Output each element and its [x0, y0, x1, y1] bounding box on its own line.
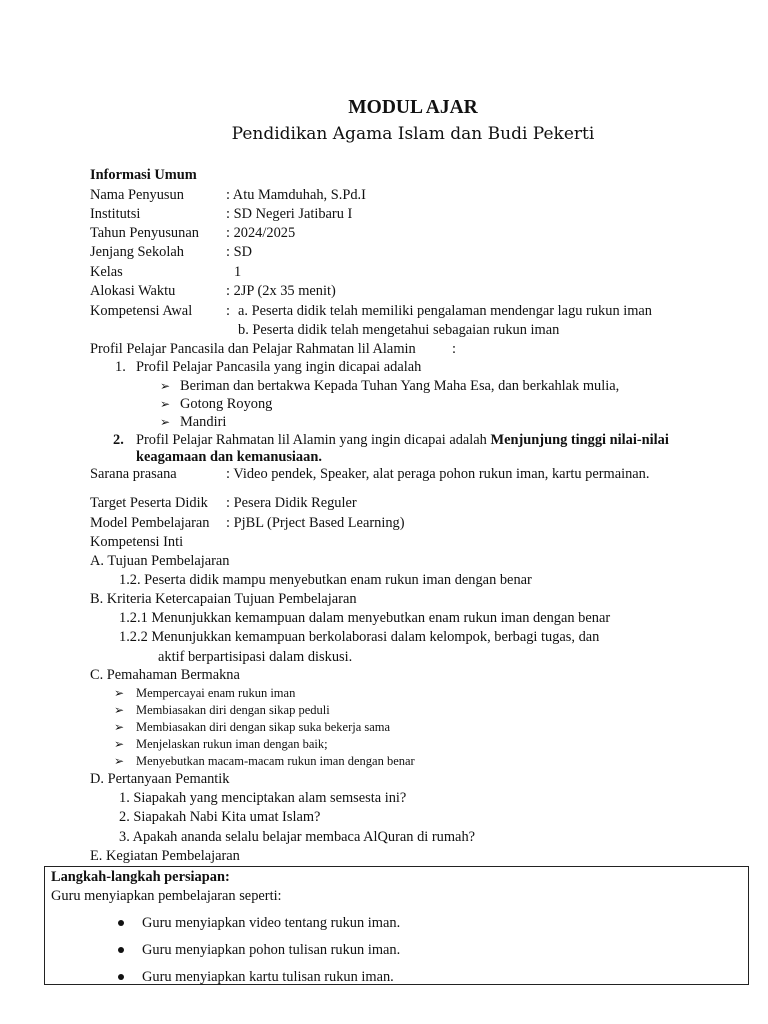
model-value: : PjBL (Prject Based Learning) [226, 515, 405, 531]
section-e-heading: E. Kegiatan Pembelajaran [90, 848, 240, 864]
document-subtitle: Pendidikan Agama Islam dan Budi Pekerti [231, 124, 595, 144]
section-a-heading: A. Tujuan Pembelajaran [90, 553, 230, 569]
profil-item-2-bold-cont: keagamaan dan kemanusiaan. [136, 449, 322, 465]
preparation-intro: Guru menyiapkan pembelajaran seperti: [51, 888, 282, 904]
section-d-heading: D. Pertanyaan Pemantik [90, 771, 230, 787]
info-label: Institutsi [90, 206, 141, 222]
kompetensi-awal-a: a. Peserta didik telah memiliki pengalaman mendengar lagu rukun iman [238, 303, 653, 319]
bullet-icon [118, 974, 124, 980]
arrow-bullet-icon: ➢ [114, 737, 125, 751]
kompetensi-inti-heading: Kompetensi Inti [90, 534, 184, 550]
section-c-item: Membiasakan diri dengan sikap suka bekerja sama [136, 720, 391, 734]
profil-sub-item: Gotong Royong [180, 396, 273, 412]
info-value: : 2024/2025 [226, 225, 296, 241]
info-label: Tahun Penyusunan [90, 225, 199, 241]
info-value: 1 [234, 264, 242, 280]
arrow-bullet-icon: ➢ [160, 379, 171, 393]
info-value: : SD [226, 244, 252, 260]
profil-item-2-bold: Menjunjung tinggi nilai-nilai [490, 432, 669, 448]
profil-item-2-text: Profil Pelajar Rahmatan lil Alamin yang ingin dicapai adalah [136, 432, 487, 448]
document-title: MODUL AJAR [348, 97, 478, 118]
sarana-value: : Video pendek, Speaker, alat peraga pohon rukun iman, kartu permainan. [226, 466, 650, 482]
section-c-item: Mempercayai enam rukun iman [136, 686, 296, 700]
kompetensi-awal-b: b. Peserta didik telah mengetahui sebagaian rukun iman [238, 322, 560, 338]
profil-heading: Profil Pelajar Pancasila dan Pelajar Rahmatan lil Alamin [90, 341, 416, 357]
profil-item-number: 1. [115, 359, 126, 375]
section-c-heading: C. Pemahaman Bermakna [90, 667, 240, 683]
info-label: Jenjang Sekolah [90, 244, 184, 260]
target-label: Target Peserta Didik [90, 495, 208, 511]
section-d-item: 2. Siapakah Nabi Kita umat Islam? [119, 809, 321, 825]
section-c-item: Membiasakan diri dengan sikap peduli [136, 703, 330, 717]
model-label: Model Pembelajaran [90, 515, 210, 531]
target-value: : Pesera Didik Reguler [226, 495, 357, 511]
profil-item-1: Profil Pelajar Pancasila yang ingin dicapai adalah [136, 359, 422, 375]
profil-sub-item: Mandiri [180, 414, 227, 430]
arrow-bullet-icon: ➢ [160, 397, 171, 411]
info-label: Kelas [90, 264, 123, 280]
section-c-item: Menjelaskan rukun iman dengan baik; [136, 737, 328, 751]
section-d-item: 3. Apakah ananda selalu belajar membaca AlQuran di rumah? [119, 829, 476, 845]
arrow-bullet-icon: ➢ [114, 720, 125, 734]
kompetensi-awal-label: Kompetensi Awal [90, 303, 193, 319]
section-b-item: 1.2.2 Menunjukkan kemampuan berkolaborasi dalam kelompok, berbagi tugas, dan [119, 629, 600, 645]
info-value: : 2JP (2x 35 menit) [226, 283, 336, 299]
bullet-icon [118, 947, 124, 953]
profil-colon: : [452, 341, 456, 357]
arrow-bullet-icon: ➢ [114, 754, 125, 768]
preparation-item: Guru menyiapkan kartu tulisan rukun iman. [142, 969, 394, 985]
section-d-item: 1. Siapakah yang menciptakan alam semsesta ini? [119, 790, 407, 806]
info-value: : Atu Mamduhah, S.Pd.I [226, 187, 366, 203]
profil-item-2 [136, 431, 669, 449]
preparation-item: Guru menyiapkan pohon tulisan rukun iman. [142, 942, 401, 958]
info-label: Alokasi Waktu [90, 283, 176, 299]
arrow-bullet-icon: ➢ [114, 703, 125, 717]
preparation-item: Guru menyiapkan video tentang rukun iman. [142, 915, 401, 931]
info-value: : SD Negeri Jatibaru I [226, 206, 353, 222]
kompetensi-awal-colon: : [226, 303, 230, 319]
section-b-heading: B. Kriteria Ketercapaian Tujuan Pembelajaran [90, 591, 357, 607]
profil-sub-item: Beriman dan bertakwa Kepada Tuhan Yang Maha Esa, dan berkahlak mulia, [180, 378, 620, 394]
arrow-bullet-icon: ➢ [114, 686, 125, 700]
bullet-icon [118, 920, 124, 926]
section-b-item: 1.2.1 Menunjukkan kemampuan dalam menyebutkan enam rukun iman dengan benar [119, 610, 611, 626]
section-b-item-cont: aktif berpartisipasi dalam diskusi. [158, 649, 353, 665]
arrow-bullet-icon: ➢ [160, 415, 171, 429]
sarana-label: Sarana prasana [90, 466, 177, 482]
info-heading: Informasi Umum [90, 167, 197, 183]
profil-item-number: 2. [113, 432, 124, 448]
section-a-item: 1.2. Peserta didik mampu menyebutkan enam rukun iman dengan benar [119, 572, 532, 588]
section-c-item: Menyebutkan macam-macam rukun iman dengan benar [136, 754, 415, 768]
preparation-heading: Langkah-langkah persiapan: [51, 869, 230, 885]
info-label: Nama Penyusun [90, 187, 184, 203]
